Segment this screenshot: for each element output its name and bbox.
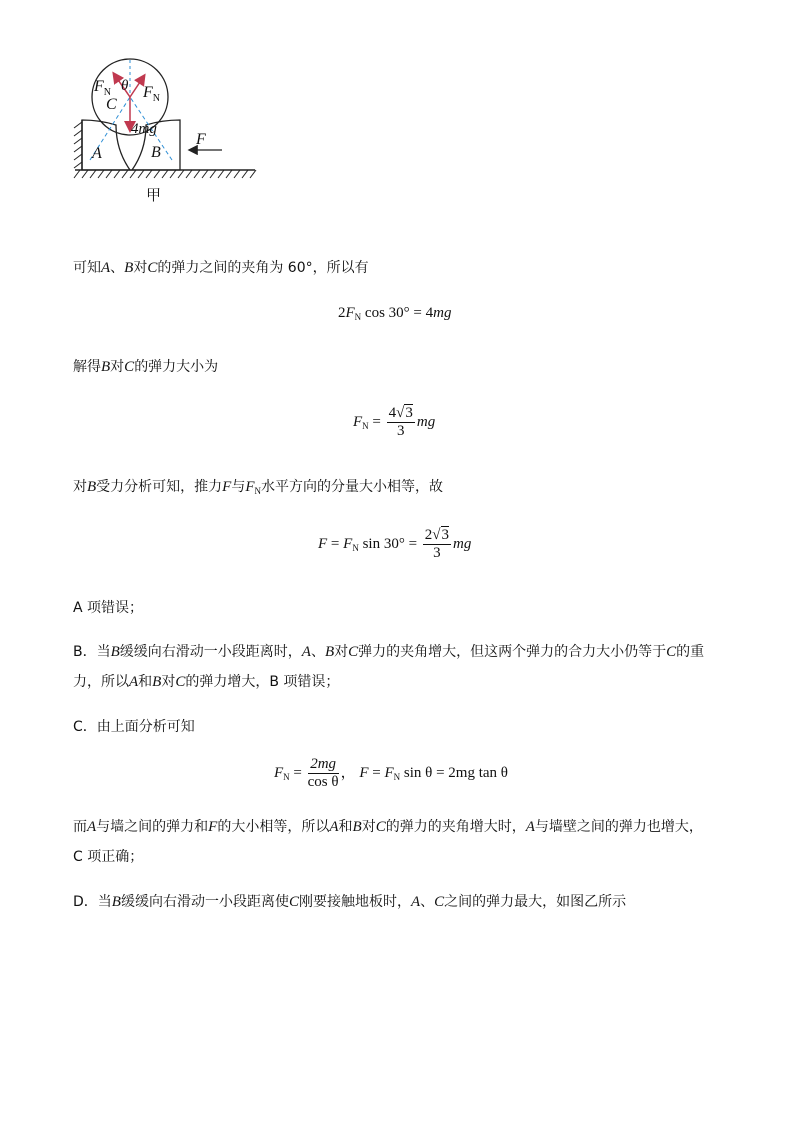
paragraph-1: 可知A、B对C的弹力之间的夹角为 60°，所以有 <box>73 260 369 276</box>
label-fn-left: $F_N$ <box>94 78 112 98</box>
force-diagram <box>0 0 300 210</box>
paragraph-5-line-1: B．当B缓缓向右滑动一小段距离时，A、B对C弹力的夹角增大，但这两个弹力的合力大小仍等于C的重 <box>73 644 705 660</box>
label-weight: 4mg <box>131 121 157 137</box>
equation-4: $F_N$ = $\frac{2mg}{\text{cos θ}}$ ， $F = F_N$ sin θ = 2mg tan θ <box>274 756 508 790</box>
label-b: B <box>151 144 161 161</box>
paragraph-3: 对B受力分析可知，推力F与$F_N$水平方向的分量大小相等，故 <box>73 479 444 496</box>
paragraph-4: A 项错误； <box>73 600 144 616</box>
label-c: C <box>106 96 117 113</box>
paragraph-2: 解得B对C的弹力大小为 <box>73 359 219 375</box>
paragraph-8: D．当B缓缓向右滑动一小段距离使C刚要接触地板时，A、C之间的弹力最大，如图乙所示 <box>73 894 627 910</box>
equation-1: $2F_N$ cos 30° = 4mg <box>338 305 452 322</box>
block-a <box>82 120 130 170</box>
fn-arrow-right <box>130 76 144 97</box>
paragraph-7-line-2: C 项正确； <box>73 849 144 865</box>
figure-caption: 甲 <box>146 186 162 204</box>
wall-hatch <box>74 122 82 168</box>
paragraph-6: C．由上面分析可知 <box>73 719 195 735</box>
label-theta: θ <box>121 78 129 94</box>
label-fn-right: $F_N$ <box>143 84 161 104</box>
label-f: F <box>196 131 206 148</box>
equation-3: $F = F_N$ sin 30° = $\frac{2√3}{3}$ mg <box>318 527 472 561</box>
equation-2: $F_N$ = $\frac{4√3}{3}$ mg <box>353 405 436 439</box>
label-a: A <box>92 145 102 162</box>
paragraph-7-line-1: 而A与墙之间的弹力和F的大小相等，所以A和B对C的弹力的夹角增大时，A与墙壁之间的弹力也增大， <box>73 819 703 835</box>
ground-hatch <box>74 170 256 178</box>
paragraph-5-line-2: 力，所以A和B对C的弹力增大，B 项错误； <box>73 674 340 690</box>
